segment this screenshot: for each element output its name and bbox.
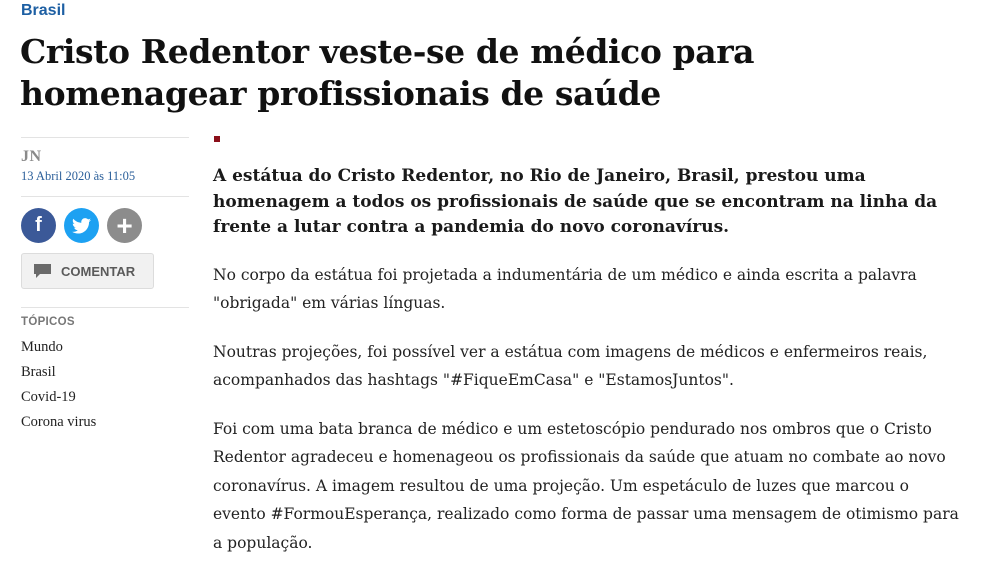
article-paragraph: Foi com uma bata branca de médico e um estetoscópio pendurado nos ombros que o Cristo Redentor agradeceu e homenageou os profissionais da saúde que atuam no combate ao novo coronavírus. A imagem resultou de uma projeção. Um espetáculo de luzes que marcou o evento #FormouEsperança, realizado como forma de passar uma mensagem de otimismo para a população. [213,419,959,552]
twitter-icon [72,218,91,234]
article-paragraph: No corpo da estátua foi projetada a indumentária de um médico e ainda escrita a palavra "obrigada" em várias línguas. [213,265,917,312]
publish-date: 13 Abril 2020 às 11:05 [21,169,136,183]
article-lead: A estátua do Cristo Redentor, no Rio de Janeiro, Brasil, prestou uma homenagem a todos os profissionais de saúde que se encontram na linha da frente a lutar contra a pandemia do novo coronavírus. [213,166,938,237]
topic-link-mundo[interactable]: Mundo [21,339,63,355]
article-paragraph: Noutras projeções, foi possível ver a estátua com imagens de médicos e enfermeiros reais, acompanhados das hashtags "#FiqueEmCasa" e "EstamosJuntos". [213,342,928,389]
comment-button[interactable] [21,253,154,289]
facebook-icon: f [35,214,42,236]
author-name[interactable]: JN [21,148,42,165]
topics-title: TÓPICOS [21,316,75,328]
more-share-button[interactable] [107,208,142,243]
plus-icon: + [116,210,133,241]
section-link[interactable]: Brasil [21,2,66,19]
article-sidebar [21,137,189,435]
article-headline: Cristo Redentor veste-se de médico para homenagear profissionais de saúde [20,32,755,113]
topic-link-covid-19[interactable]: Covid-19 [21,389,76,405]
twitter-share-button[interactable] [64,208,99,243]
share-buttons [21,196,189,243]
speech-bubble-icon [33,263,52,279]
article-body [213,136,965,557]
topics-list [21,307,189,435]
facebook-share-button[interactable] [21,208,56,243]
topic-link-brasil[interactable]: Brasil [21,364,56,380]
comment-label: COMENTAR [61,263,136,279]
topic-link-corona-virus[interactable]: Corona virus [21,414,97,430]
divider [21,137,189,138]
section-marker [214,136,220,142]
